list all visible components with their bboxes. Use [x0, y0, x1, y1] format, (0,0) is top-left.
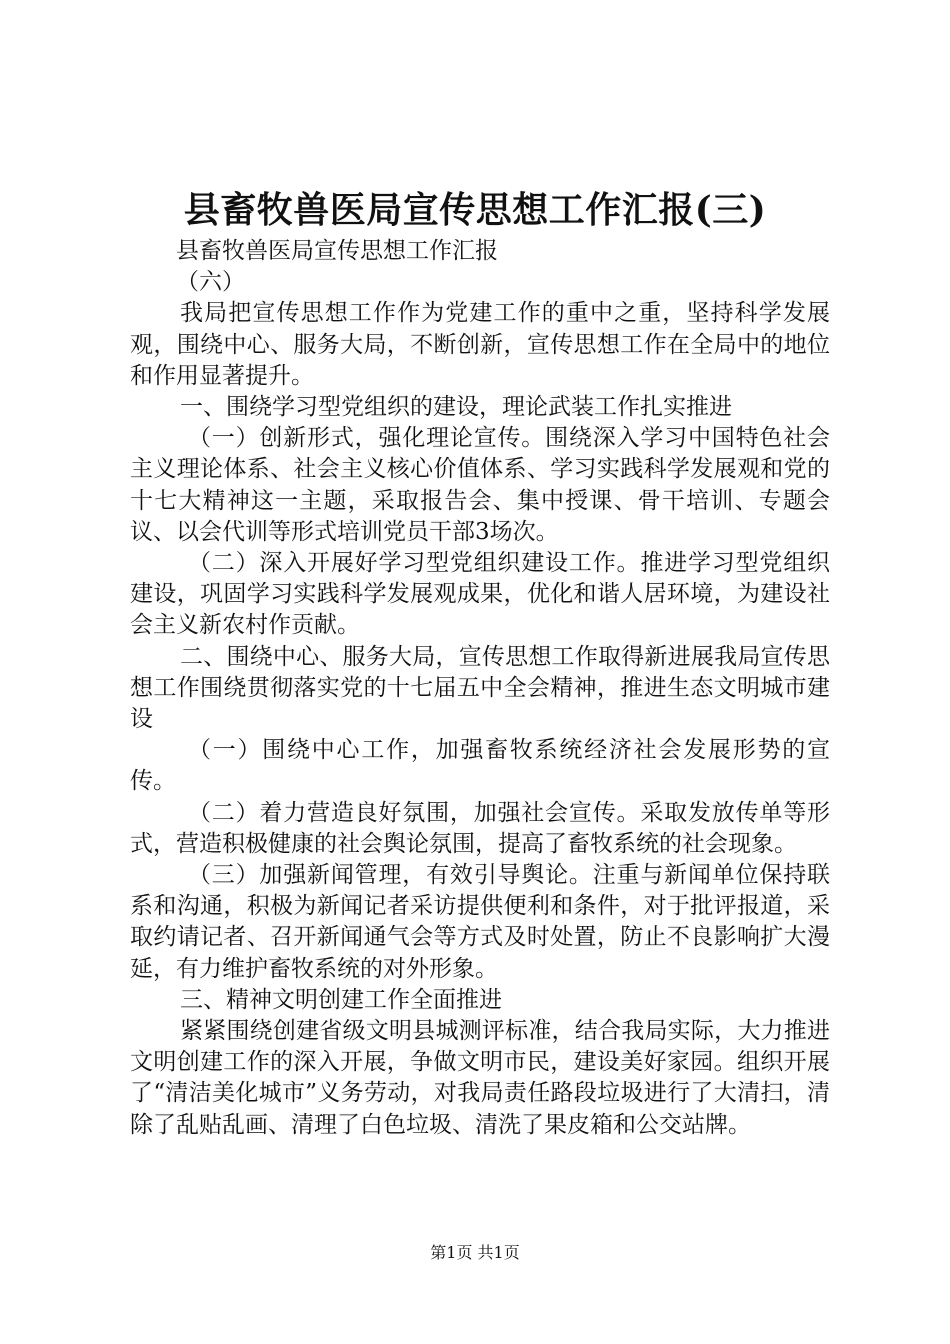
section-3-paragraph: 紧紧围绕创建省级文明县城测评标准，结合我局实际，大力推进文明创建工作的深入开展，争做文明市民，建设美好家园。组织开展了“清洁美化城市”义务劳动，对我局责任路段垃圾进行了大清扫，清除了乱贴乱画、清理了白色垃圾、清洗了果皮箱和公交站牌。	[130, 1018, 830, 1138]
subtitle-number: （六）	[176, 269, 245, 296]
document-body	[130, 236, 830, 1141]
section-2-item-3: （三）加强新闻管理，有效引导舆论。注重与新闻单位保持联系和沟通，积极为新闻记者采访提供便利和条件，对于批评报道，采取约请记者、召开新闻通气会等方式及时处置，防止不良影响扩大漫延，有力维护畜牧系统的对外形象。	[130, 862, 830, 982]
intro-paragraph: 我局把宣传思想工作作为党建工作的重中之重，坚持科学发展观，围绕中心、服务大局，不断创新，宣传思想工作在全局中的地位和作用显著提升。	[130, 300, 830, 389]
section-heading-1: 一、围绕学习型党组织的建设，理论武装工作扎实推进	[180, 394, 732, 421]
section-heading-3: 三、精神文明创建工作全面推进	[180, 986, 502, 1013]
page-footer: 第1页 共1页	[430, 1243, 520, 1262]
section-1-item-2: （二）深入开展好学习型党组织建设工作。推进学习型党组织建设，巩固学习实践科学发展观成果，优化和谐人居环境，为建设社会主义新农村作贡献。	[130, 550, 830, 639]
section-2-item-2: （二）着力营造良好氛围，加强社会宣传。采取发放传单等形式，营造积极健康的社会舆论氛围，提高了畜牧系统的社会现象。	[130, 799, 830, 857]
document-title: 县畜牧兽医局宣传思想工作汇报(三)	[183, 189, 767, 231]
section-2-item-1: （一）围绕中心工作，加强畜牧系统经济社会发展形势的宣传。	[130, 737, 830, 795]
section-1-item-1: （一）创新形式，强化理论宣传。围绕深入学习中国特色社会主义理论体系、社会主义核心价值体系、学习实践科学发展观和党的十七大精神这一主题，采取报告会、集中授课、骨干培训、专题会议、以会代训等形式培训党员干部3场次。	[130, 425, 830, 545]
section-heading-2: 二、围绕中心、服务大局，宣传思想工作取得新进展我局宣传思想工作围绕贯彻落实党的十七届五中全会精神，推进生态文明城市建设	[130, 643, 830, 733]
subtitle-paragraph: 县畜牧兽医局宣传思想工作汇报	[176, 238, 498, 264]
